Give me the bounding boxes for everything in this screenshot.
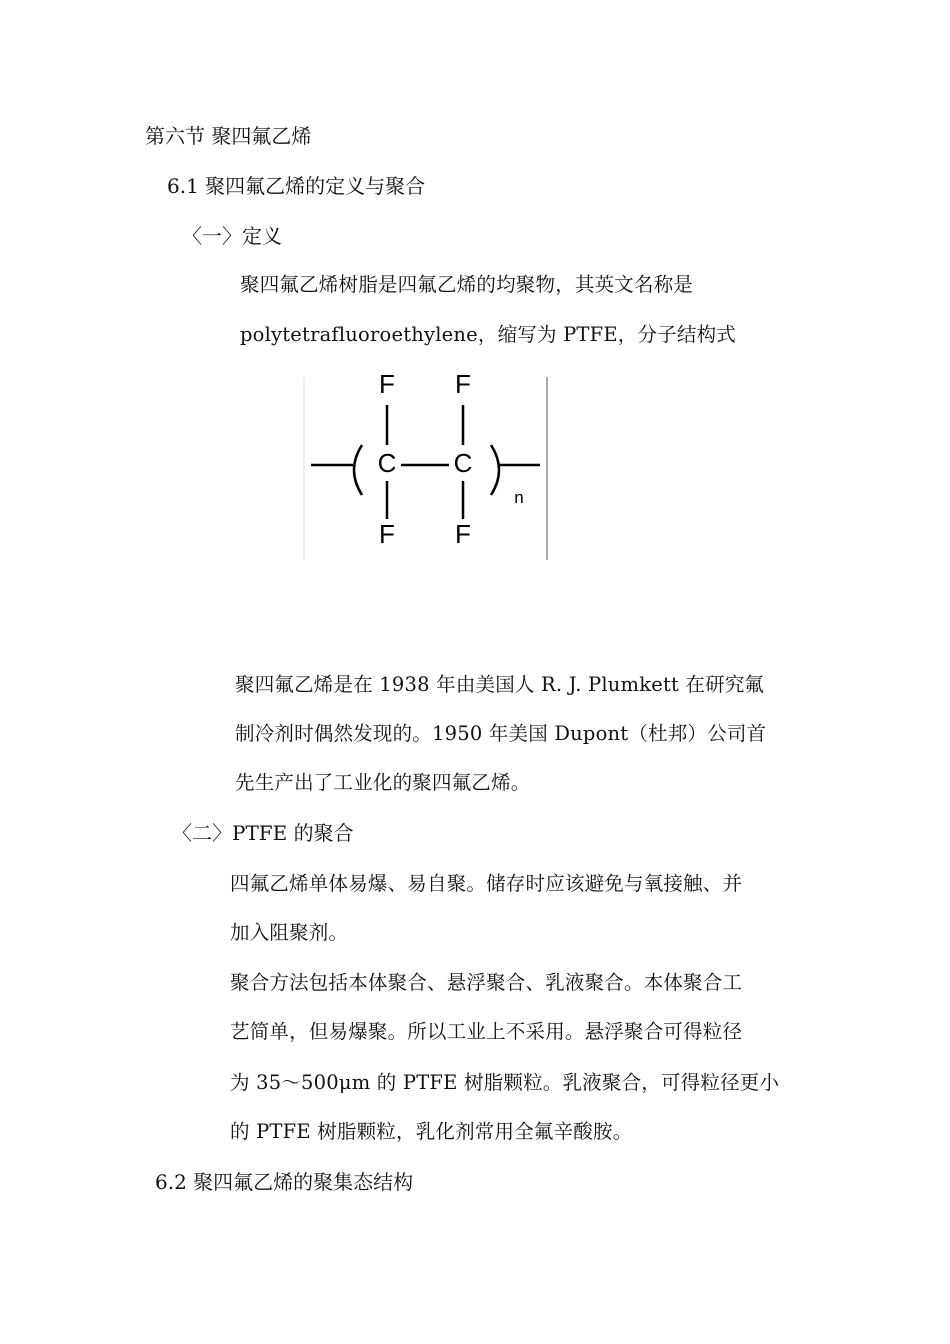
history-line-1: 聚四氟乙烯是在 1938 年由美国人 R. J. Plumkett 在研究氟 (235, 673, 765, 696)
method-line-4: 的 PTFE 树脂颗粒，乳化剂常用全氟辛酸胺。 (230, 1120, 633, 1143)
formula-atom-f-top-2: F (455, 375, 471, 399)
close-parenthesis (491, 445, 499, 495)
method-line-1: 聚合方法包括本体聚合、悬浮聚合、乳液聚合。本体聚合工 (230, 971, 743, 994)
method-line-2: 艺简单，但易爆聚。所以工业上不采用。悬浮聚合可得粒径 (230, 1020, 743, 1043)
definition-line-2: polytetrafluoroethylene，缩写为 PTFE，分子结构式 (240, 323, 736, 346)
ptfe-structural-formula (303, 375, 548, 560)
definition-line-1: 聚四氟乙烯树脂是四氟乙烯的均聚物，其英文名称是 (240, 273, 694, 296)
history-line-2: 制冷剂时偶然发现的。1950 年美国 Dupont（杜邦）公司首 (235, 722, 767, 745)
formula-atom-f-bottom-1: F (379, 519, 395, 549)
formula-atom-f-top-1: F (379, 375, 395, 399)
polymerization-line-1: 四氟乙烯单体易爆、易自聚。储存时应该避免与氧接触、并 (230, 872, 743, 895)
formula-atom-c-1: C (377, 448, 397, 478)
subsection-heading-6-2: 6.2 聚四氟乙烯的聚集态结构 (155, 1170, 414, 1194)
subsection-heading-6-1: 6.1 聚四氟乙烯的定义与聚合 (167, 174, 426, 198)
formula-subscript-n: n (514, 488, 524, 507)
formula-atom-c-2: C (453, 448, 473, 478)
section-heading: 第六节 聚四氟乙烯 (145, 124, 312, 148)
history-line-3: 先生产出了工业化的聚四氟乙烯。 (235, 771, 531, 794)
definition-heading: 〈一〉定义 (182, 224, 282, 248)
method-line-3: 为 35～500μm 的 PTFE 树脂颗粒。乳液聚合，可得粒径更小 (230, 1071, 780, 1094)
open-parenthesis (354, 445, 362, 495)
formula-atom-f-bottom-2: F (455, 519, 471, 549)
polymerization-line-2: 加入阻聚剂。 (230, 921, 349, 944)
polymerization-heading: 〈二〉PTFE 的聚合 (172, 821, 354, 845)
